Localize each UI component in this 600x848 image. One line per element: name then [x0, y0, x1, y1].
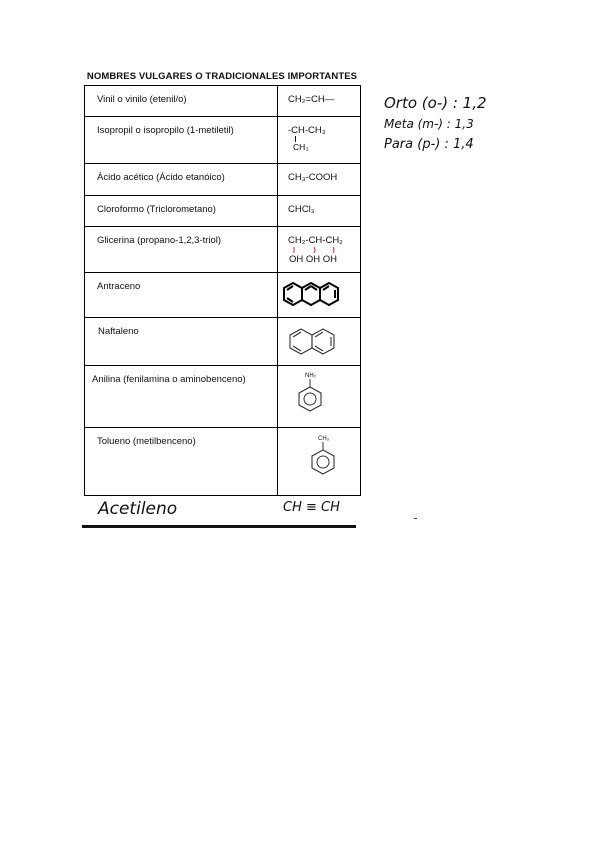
- row-formula: CH₂-CH-CH₂: [288, 235, 343, 246]
- formula-cell: [278, 227, 361, 273]
- formula-cell: [278, 366, 361, 428]
- row-formula: CH₃-COOH: [288, 172, 338, 183]
- naphthalene-icon: [288, 324, 348, 362]
- aniline-icon: [295, 370, 335, 422]
- names-table: [84, 85, 361, 496]
- handwritten-notes: [384, 92, 514, 167]
- formula-cell: [278, 117, 361, 164]
- toluene-icon: [308, 433, 348, 485]
- note-orto: Orto (o-) : 1,2: [384, 94, 487, 112]
- name-cell: [85, 227, 278, 273]
- hand-underline: [82, 525, 356, 528]
- table-row: [85, 428, 361, 496]
- row-name: Antraceno: [97, 281, 141, 292]
- formula-cell: [278, 428, 361, 496]
- acetylene-name: Acetileno: [98, 499, 178, 519]
- table-row: [85, 196, 361, 227]
- row-formula-sub: CH₃: [293, 142, 309, 152]
- row-formula: -CH-CH₃: [288, 125, 326, 136]
- row-formula-sub: OH OH OH: [289, 254, 338, 265]
- table-row: [85, 86, 361, 117]
- table-row: [85, 227, 361, 273]
- name-cell: [85, 318, 278, 366]
- page-title: NOMBRES VULGARES O TRADICIONALES IMPORTANTES: [86, 71, 358, 82]
- row-name: Tolueno (metilbenceno): [97, 436, 196, 447]
- row-name: Vinil o vinilo (etenil/o): [97, 94, 187, 105]
- row-formula: CH₂=CH—: [288, 94, 335, 105]
- table-row: [85, 318, 361, 366]
- table-row: [85, 164, 361, 196]
- anthracene-icon: [283, 276, 343, 316]
- structure-label: CH₃: [318, 436, 330, 442]
- name-cell: [85, 428, 278, 496]
- formula-cell: [278, 86, 361, 117]
- row-name: Glicerina (propano-1,2,3-triol): [97, 235, 222, 246]
- name-cell: [85, 273, 278, 318]
- name-cell: [85, 196, 278, 227]
- table-row: [85, 117, 361, 164]
- name-cell: [85, 86, 278, 117]
- formula-cell: [278, 196, 361, 227]
- formula-cell: [278, 164, 361, 196]
- name-cell: [85, 366, 278, 428]
- row-name: Cloroformo (Triclorometano): [97, 204, 216, 215]
- table-row: [85, 366, 361, 428]
- note-meta: Meta (m-) : 1,3: [384, 117, 474, 131]
- note-para: Para (p-) : 1,4: [384, 137, 474, 152]
- structure-label: NH₂: [305, 373, 316, 379]
- acetylene-formula: CH ≡ CH: [283, 500, 340, 515]
- formula-cell: [278, 318, 361, 366]
- row-name: Anilina (fenilamina o aminobenceno): [92, 374, 246, 385]
- name-cell: [85, 117, 278, 164]
- name-cell: [85, 164, 278, 196]
- row-name: Isopropil o isopropilo (1-metiletil): [97, 125, 234, 136]
- table-row: [85, 273, 361, 318]
- bond-marks: [278, 246, 358, 254]
- formula-cell: [278, 273, 361, 318]
- row-name: Ácido acético (Ácido etanóico): [97, 172, 225, 183]
- row-name: Naftaleno: [98, 326, 139, 337]
- stray-mark: [414, 518, 417, 519]
- row-formula: CHCl₃: [288, 204, 315, 215]
